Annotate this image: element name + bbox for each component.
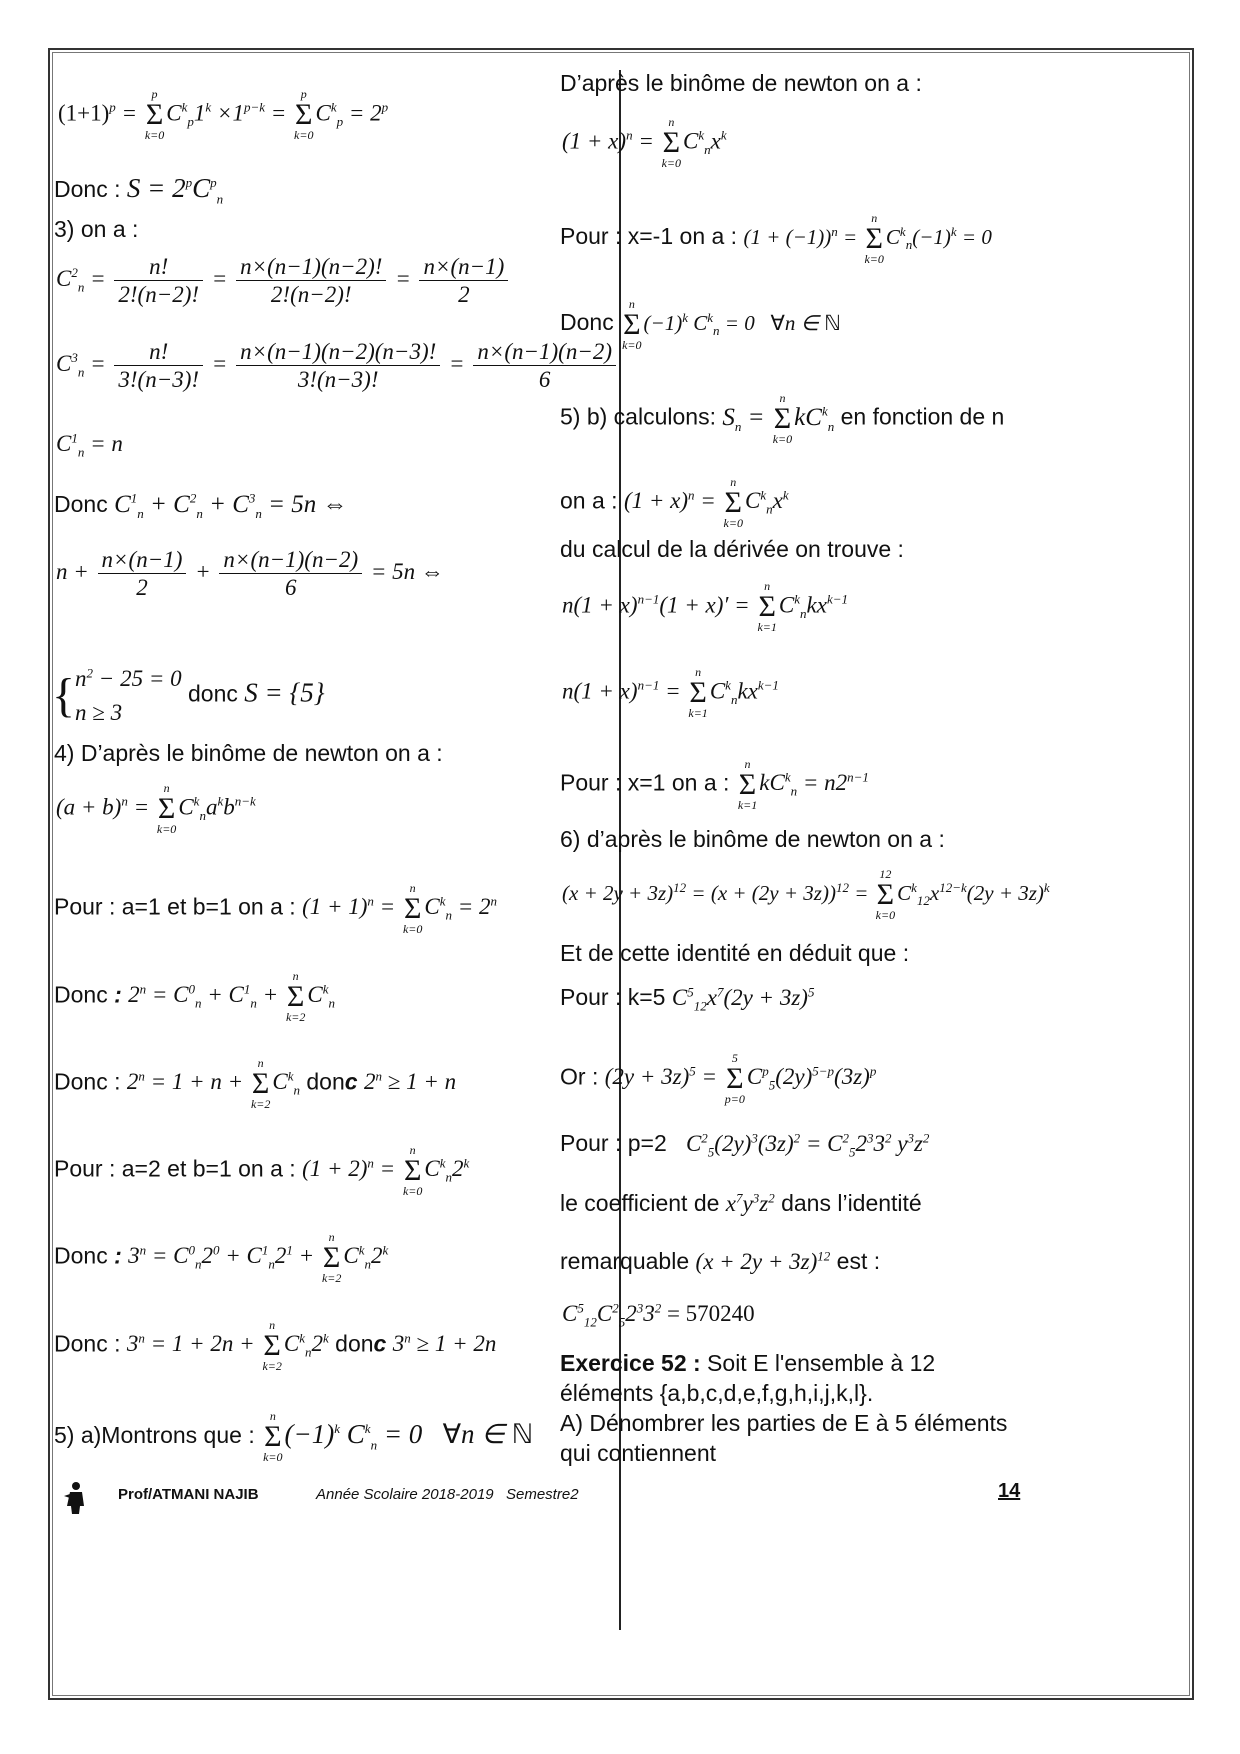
text-step-6: 6) d’après le binôme de newton on a : xyxy=(560,826,945,852)
eq-binomial-x: $(1 + x)^n$ = n Σ k=0 $C^k_nx^k$ xyxy=(562,115,727,170)
text-donc-ineq-1: Donc : $2^n = 1 + n$ + n Σ k=2 $C^k_n$ donc $2^n \ge 1 + n$ xyxy=(54,1056,457,1111)
text-a2-b1: Pour : a=2 et b=1 on a : $(1 + 2)^n$ = n Σ k=0 $C^k_n2^k$ xyxy=(54,1143,470,1198)
text-donc-s: Donc : $S = 2^pC^p_n$ xyxy=(54,173,224,207)
text-step-3: 3) on a : xyxy=(54,216,139,242)
text-step-4: 4) D’après le binôme de newton on a : xyxy=(54,740,443,766)
eq-derivative-1: $n(1 + x)^{n-1}(1 + x)'$ = n Σ k=1 $C^k_nkx^{k-1}$ xyxy=(562,579,848,634)
footer-year: Année Scolaire 2018-2019 xyxy=(316,1486,494,1503)
text-right-binomial: D’après le binôme de newton on a : xyxy=(560,70,922,96)
text-x-minus-1: Pour : x=-1 on a : $(1 + (-1))^n$ = n Σ k=0 $C^k_n(-1)^k = 0$ xyxy=(560,211,992,266)
text-coefficient: le coefficient de $x^7y^3z^2$ dans l’identité xyxy=(560,1190,922,1216)
text-donc-ineq-2: Donc : $3^n = 1 + 2n$ + n Σ k=2 $C^k_n2^k$ donc $3^n \ge 1 + 2n$ xyxy=(54,1318,497,1373)
text-donc-2n: Donc : $2^n = C^0_n + C^1_n$ + n Σ k=2 $C^k_n$ xyxy=(54,969,335,1024)
text-step-5b: 5) b) calculons: $S_n$ = n Σ k=0 $kC^k_n$ en fonction de n xyxy=(560,391,1005,446)
author-logo xyxy=(62,1480,88,1514)
eq-cn1: $C^1_n = n$ xyxy=(56,430,123,460)
text-step-5a: 5) a)Montrons que : n Σ k=0 $(-1)^k$ $C^k_n = 0$ ∀n ∈ ℕ xyxy=(54,1409,534,1464)
eq-trinomial: $(x + 2y + 3z)^{12} = (x + (2y + 3z))^{12}$ = 12 Σ k=0 $C^k_{12}x^{12-k}(2y + 3z)^k$ xyxy=(562,867,1050,922)
text-p2: Pour : p=2 $C^2_5(2y)^3(3z)^2 = C^2_52^33^2$ $y^3z^2$ xyxy=(560,1130,930,1160)
exercise-52: Exercice 52 : Soit E l'ensemble à 12 éléments {a,b,c,d,e,f,g,h,i,j,k,l}. A) Dénombrer les parties de E à 5 éléments qui contiennent xyxy=(560,1350,1008,1466)
text-k5: Pour : k=5 $C^5_{12}x^7(2y + 3z)^5$ xyxy=(560,984,815,1014)
text-on-a: on a : $(1 + x)^n$ = n Σ k=0 $C^k_nx^k$ xyxy=(560,475,789,530)
eq-binomial-ab: $(a + b)^n$ = n Σ k=0 $C^k_na^kb^{n-k}$ xyxy=(56,781,256,836)
text-donc-alt: Donc n Σ k=0 $(-1)^k$ $C^k_n = 0$ ∀n ∈ ℕ xyxy=(560,297,841,352)
eq-sum-5n: n + $\frac{n\times(n-1)}{2}$ + $\frac{n\times(n-1)(n-2)}{6}$ = 5n ⇔ xyxy=(56,547,444,600)
text-x-1: Pour : x=1 on a : n Σ k=1 $kC^k_n = n2^{n-1}$ xyxy=(560,757,869,812)
text-derivative: du calcul de la dérivée on trouve : xyxy=(560,536,904,562)
text-or: Or : $(2y + 3z)^5$ = 5 Σ p=0 $C^p_5(2y)^{5-p}(3z)^p$ xyxy=(560,1051,877,1106)
text-donc-sum: Donc $C^1_n + C^2_n + C^3_n = 5n$ ⇔ xyxy=(54,490,348,521)
text-donc-3n: Donc : $3^n = C^0_n2^0 + C^1_n2^1$ + n Σ k=2 $C^k_n2^k$ xyxy=(54,1230,389,1285)
footer-author: Prof/ATMANI NAJIB xyxy=(118,1486,259,1503)
eq-cn2: $C^2_n$ = $\frac{n!}{2!(n-2)!}$ = $\frac{n\times(n-1)(n-2)!}{2!(n-2)!}$ = $\frac{n\times(n-1)}{2}$ xyxy=(56,255,511,306)
text-identity: Et de cette identité en déduit que : xyxy=(560,940,910,966)
footer-semester: Semestre2 xyxy=(506,1486,579,1503)
text-system: {$n^2 - 25 = 0$ n ≥ 3 donc S = {5} xyxy=(52,665,325,725)
text-remarquable: remarquable $(x + 2y + 3z)^{12}$ est : xyxy=(560,1248,881,1274)
eq-result: $C^5_{12}C^2_52^33^2 = 570240$ xyxy=(562,1300,755,1330)
eq-binomial-2p: $(1+1)^p$ = p Σ k=0 $C^k_p1^k \times 1^{p-k}$ = p Σ k=0 $C^k_p = 2^p$ xyxy=(58,87,389,142)
text-a1-b1: Pour : a=1 et b=1 on a : $(1 + 1)^n$ = n Σ k=0 $C^k_n = 2^n$ xyxy=(54,881,498,936)
page-number: 14 xyxy=(998,1480,1021,1502)
eq-derivative-2: $n(1 + x)^{n-1}$ = n Σ k=1 $C^k_nkx^{k-1}$ xyxy=(562,665,779,720)
eq-cn3: $C^3_n$ = $\frac{n!}{3!(n-3)!}$ = $\frac{n\times(n-1)(n-2)(n-3)!}{3!(n-3)!}$ = $\frac{n\times(n-1)(n-2)}{6}$ xyxy=(56,340,619,391)
